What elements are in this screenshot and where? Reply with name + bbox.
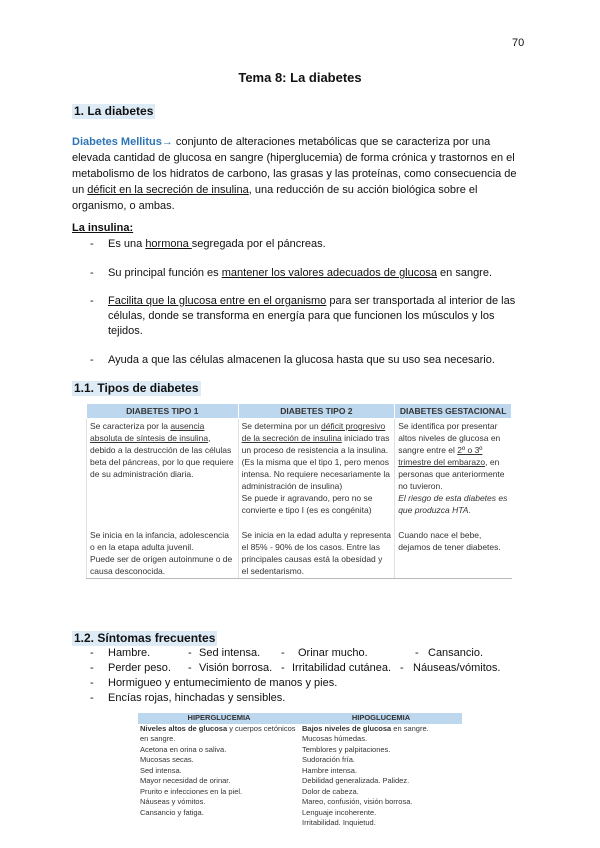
definition-paragraph: Diabetes Mellitus→ conjunto de alteraciones metabólicas que se caracteriza por una elevada cantidad de glucosa en sangre (hiperglucemia) de forma crónica y trastornos en el metabolismo de los hidratos de carbono, las grasas y las proteínas, como consecuencia de un déficit en la secreción de insulina, una reducción de su acción biológica sobre el organismo, o ambas. [72, 136, 517, 212]
column-header: DIABETES TIPO 2 [238, 404, 395, 419]
list-item: - Es una hormona segregada por el páncreas. [90, 238, 326, 250]
list-item: Hormigueo y entumecimiento de manos y pies. [108, 677, 338, 689]
column-header: HIPERGLUCEMIA [138, 713, 300, 724]
list-item: - Su principal función es mantener los valores adecuados de glucosa en sangre. [90, 267, 493, 279]
term-diabetes-mellitus: Diabetes Mellitus [72, 136, 162, 148]
section-heading-tipos: 1.1. Tipos de diabetes [74, 381, 199, 395]
list-item: Náuseas/vómitos. [413, 662, 501, 674]
glucemia-table [138, 713, 462, 829]
table-cell: Se caracteriza por la ausencia absoluta de síntesis de insulina, debido a la destrucción de las células beta del páncreas, por lo que requiere de su administración diaria. [87, 419, 239, 518]
list-item: Hambre. [108, 647, 151, 659]
list-item: Irritabilidad cutánea. [292, 662, 392, 674]
table-cell: Cuando nace el bebe, dejamos de tener diabetes. [395, 517, 512, 579]
arrow-icon: → [161, 136, 173, 148]
table-cell: Se inicia en la infancia, adolescencia o en la etapa adulta juvenil. Puede ser de origen autoinmune o de causa desconocida. [87, 517, 239, 579]
table-cell: Bajos niveles de glucosa en sangre. Mucosas húmedas. Temblores y palpitaciones. Sudoración fría. Hambre intensa. Debilidad generalizada. Palidez. Dolor de cabeza. Mareo, confusión, visión borrosa. Lenguaje incoherente. Irritabilidad. Inquietud. [302, 723, 429, 827]
section-heading-diabetes: 1. La diabetes [74, 104, 154, 118]
page-number: 70 [512, 37, 525, 49]
section-heading-sintomas: 1.2. Síntomas frecuentes [74, 631, 216, 645]
list-item: Visión borrosa. [199, 662, 273, 674]
page-title: Tema 8: La diabetes [238, 70, 362, 85]
list-item: Cansancio. [428, 647, 484, 659]
insulina-heading: La insulina: [72, 222, 134, 234]
column-header: DIABETES GESTACIONAL [395, 404, 512, 419]
list-item: Orinar mucho. [298, 647, 368, 659]
column-header: HIPOGLUCEMIA [300, 713, 462, 724]
column-header: DIABETES TIPO 1 [87, 404, 239, 419]
table-cell: Se identifica por presentar altos niveles de glucosa en sangre entre el 2º o 3º trimestre del embarazo, en personas que anteriormente no tuvieron. El riesgo de esta diabetes es que produzca HTA. [395, 419, 512, 518]
list-item: Perder peso. [108, 662, 171, 674]
diabetes-types-table [86, 403, 512, 579]
list-item: Encías rojas, hinchadas y sensibles. [108, 692, 286, 704]
table-cell: Niveles altos de glucosa y cuerpos cetónicos en sangre. Acetona en orina o saliva. Mucosas secas. Sed intensa. Mayor necesidad de orinar. Prurito e infecciones en la piel. Náuseas y vómitos. Cansancio y fatiga. [140, 723, 296, 817]
list-item: - Facilita que la glucosa entre en el organismo para ser transportada al interior de las células, donde se transforma en energía para que funcionen los músculos y los tejidos. [90, 295, 516, 337]
table-cell: Se inicia en la edad adulta y representa el 85% - 90% de los casos. Entre las principales causas está la obesidad y el sedentarismo. [238, 517, 395, 579]
list-item: Sed intensa. [199, 647, 261, 659]
symptoms-list: - Hambre. - Sed intensa. - Orinar mucho. - Cansancio. - Perder peso. - Visión borrosa. - Irritabilidad cutánea. - Náuseas/vómitos. - Hormigueo y entumecimiento de manos y pies. - Encías rojas, hinchadas y sensibles. [90, 647, 501, 704]
table-cell: Se determina por un déficit progresivo de la secreción de insulina iniciado tras un proceso de resistencia a la insulina. (Es la misma que el tipo 1, pero menos intensa. No requiere necesariamente la administración de insulina) Se puede ir agravando, pero no se convierte e tipo I (es es congénita) [238, 419, 395, 518]
list-item: - Ayuda a que las células almacenen la glucosa hasta que su uso sea necesario. [90, 354, 495, 366]
